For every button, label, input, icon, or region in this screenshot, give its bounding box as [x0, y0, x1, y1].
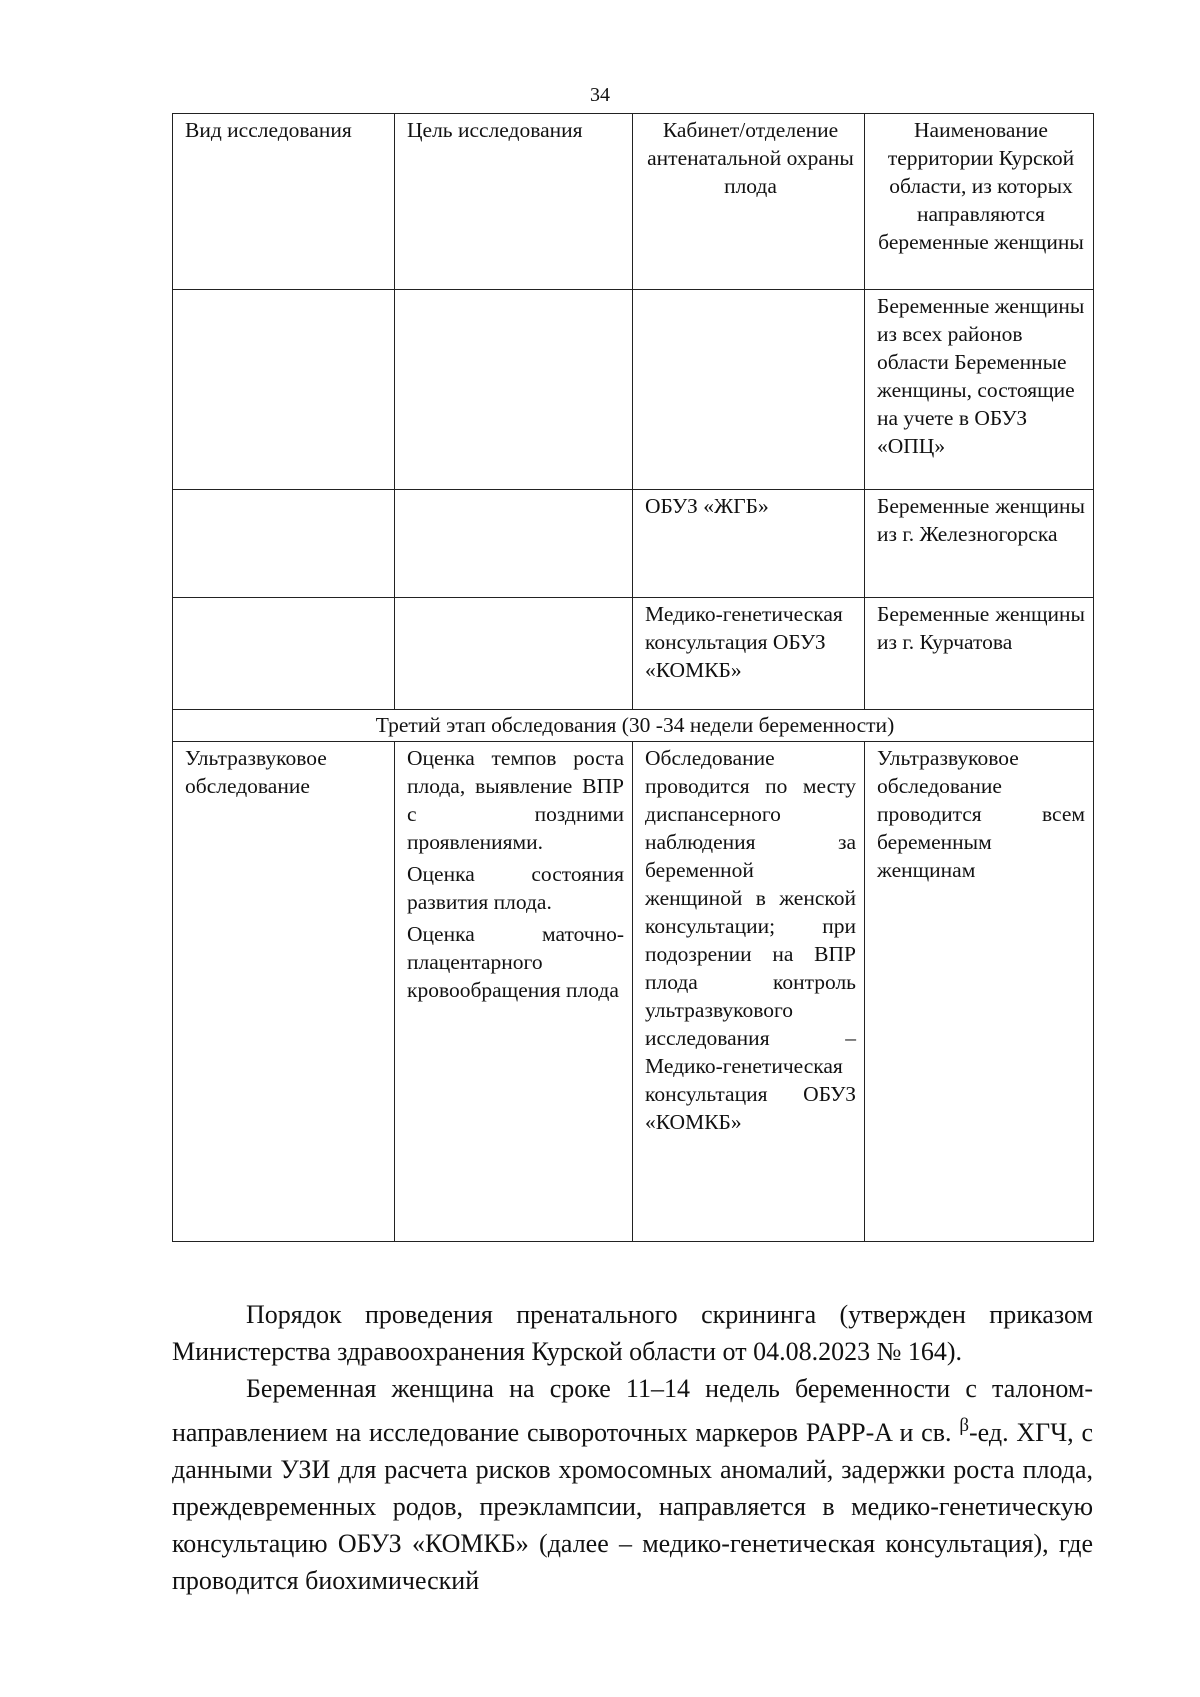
table-cell [173, 490, 395, 598]
cabinet-cell: Медико-генетическая консультация ОБУЗ «КОМКБ» [633, 598, 865, 710]
cabinet-cell: Обследование проводится по месту диспансерного наблюдения за беременной женщиной в женской консультации; при подозрении на ВПР плода контроль ультразвукового исследования – Медико-генетическая консультация ОБУЗ «КОМКБ» [633, 742, 865, 1242]
paragraph: Порядок проведения пренатального скрининга (утвержден приказом Министерства здравоохранения Курской области от 04.08.2023 № 164). [172, 1300, 1093, 1366]
territory-cell: Беременные женщины из г. Курчатова [865, 598, 1094, 710]
cabinet-cell: ОБУЗ «ЖГБ» [633, 490, 865, 598]
table-row [173, 742, 1094, 1242]
paragraph-text: Беременная женщина на сроке 11–14 недель беременности с талоном-направлением на исследование сывороточных маркеров PAPP-A и св. [172, 1374, 1093, 1447]
table-cell [173, 598, 395, 710]
goal-item: Оценка маточно-плацентарного кровообращения плода [407, 922, 624, 1002]
study-type-cell: Ультразвуковое обследование [173, 742, 395, 1242]
header-study-type: Вид исследования [173, 114, 395, 290]
table-header-row [173, 114, 1094, 290]
table-cell [173, 290, 395, 490]
paragraph-text: -ед. ХГЧ, с данными УЗИ для расчета рисков хромосомных аномалий, задержки роста плода, преждевременных родов, преэклампсии, направляется в медико-генетическую консультацию ОБУЗ «КОМКБ» (далее – медико-генетическая консультация), где проводится биохимический [172, 1418, 1093, 1595]
screening-table [172, 113, 1094, 1242]
table-cell [395, 290, 633, 490]
beta-symbol: β [959, 1415, 969, 1436]
table-row [173, 598, 1094, 710]
table-row [173, 490, 1094, 598]
header-cabinet: Кабинет/отделение антенатальной охраны плода [633, 114, 865, 290]
goal-item: Оценка состояния развития плода. [407, 862, 624, 914]
page-number: 34 [590, 84, 610, 106]
table-cell [633, 290, 865, 490]
stage-title: Третий этап обследования (30 -34 недели беременности) [173, 710, 1094, 742]
territory-cell: Беременные женщины из г. Железногорска [865, 490, 1094, 598]
territory-cell: Беременные женщины из всех районов области Беременные женщины, состоящие на учете в ОБУЗ «ОПЦ» [865, 290, 1094, 490]
header-study-goal: Цель исследования [395, 114, 633, 290]
stage-row [173, 710, 1094, 742]
paragraph [172, 1370, 1093, 1599]
table-row [173, 290, 1094, 490]
table-cell [395, 598, 633, 710]
territory-cell: Ультразвуковое обследование проводится всем беременным женщинам [865, 742, 1094, 1242]
body-text [172, 1296, 1093, 1599]
goal-item: Оценка темпов роста плода, выявление ВПР с поздними проявлениями. [407, 746, 624, 854]
table-cell [395, 490, 633, 598]
study-goal-cell [395, 742, 633, 1242]
header-territory: Наименование территории Курской области, из которых направляются беременные женщины [865, 114, 1094, 290]
